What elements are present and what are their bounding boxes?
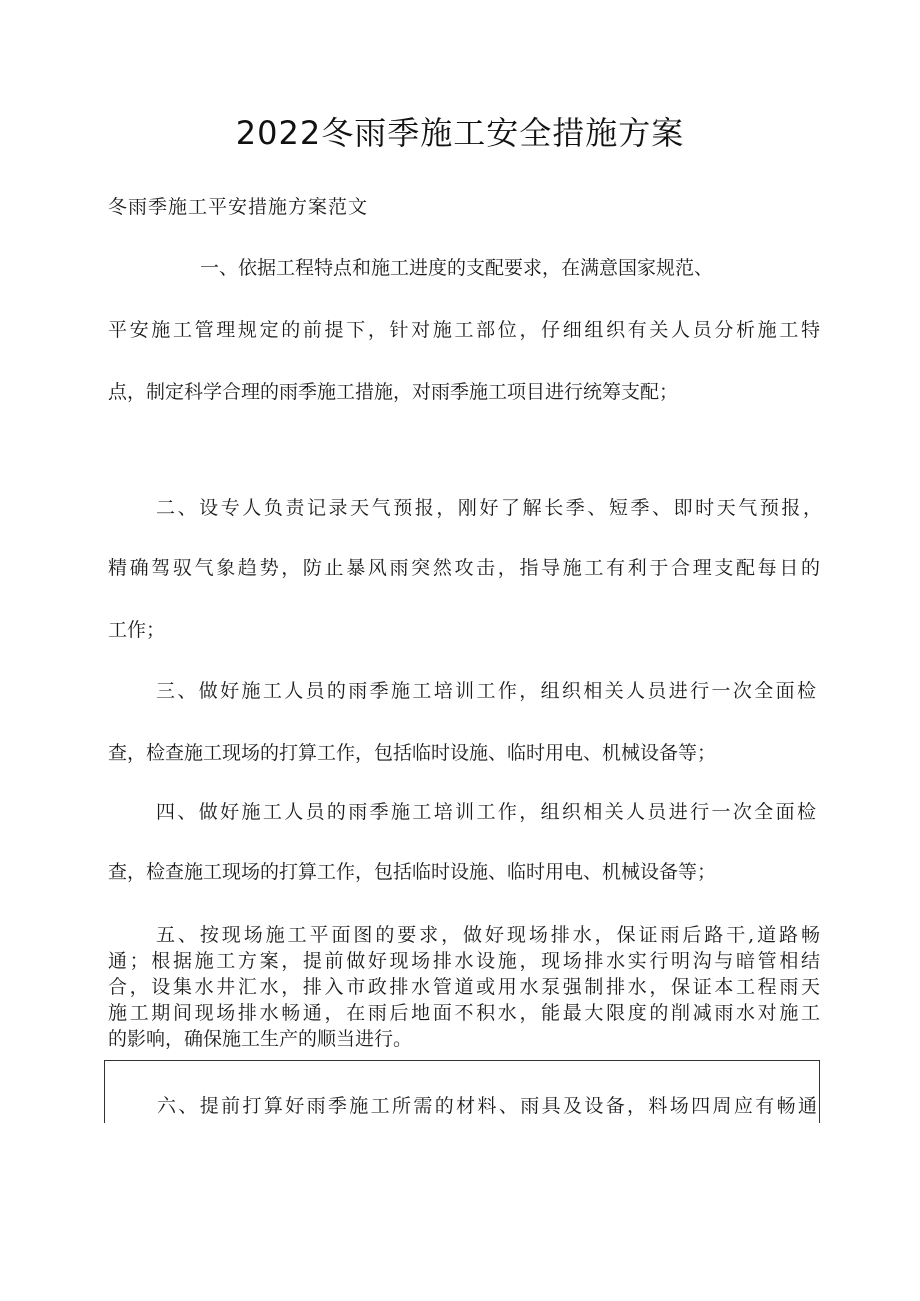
paragraph-1-line-2: 平安施工管理规定的前提下，针对施工部位，仔细组织有关人员分析施工特 <box>108 319 820 341</box>
paragraph-1-line-1: 一、依据工程特点和施工进度的支配要求，在满意国家规范、 <box>200 257 714 279</box>
boxed-paragraph-6 <box>104 1060 820 1123</box>
paragraph-2-line-2: 精确驾驭气象趋势，防止暴风雨突然攻击，指导施工有利于合理支配每日的 <box>108 557 820 579</box>
paragraph-5-line-4: 施工期间现场排水畅通，在雨后地面不积水，能最大限度的削减雨水对施工 <box>108 1002 820 1024</box>
paragraph-3-line-2: 查，检查施工现场的打算工作，包括临时设施、临时用电、机械设备等； <box>108 742 717 764</box>
paragraph-1-line-3: 点，制定科学合理的雨季施工措施，对雨季施工项目进行统筹支配； <box>108 381 679 403</box>
paragraph-5-line-5: 的影响，确保施工生产的顺当进行。 <box>108 1028 413 1050</box>
paragraph-4-line-2: 查，检查施工现场的打算工作，包括临时设施、临时用电、机械设备等； <box>108 861 717 883</box>
paragraph-3-line-1: 三、做好施工人员的雨季施工培训工作，组织相关人员进行一次全面检 <box>156 680 816 702</box>
document-title: 2022冬雨季施工安全措施方案 <box>235 114 685 152</box>
paragraph-5-line-2: 通；根据施工方案，提前做好现场排水设施，现场排水实行明沟与暗管相结 <box>108 950 820 972</box>
paragraph-4-line-1: 四、做好施工人员的雨季施工培训工作，组织相关人员进行一次全面检 <box>156 801 816 823</box>
document-subtitle: 冬雨季施工平安措施方案范文 <box>108 196 369 218</box>
paragraph-2-line-1: 二、设专人负责记录天气预报，刚好了解长季、短季、即时天气预报， <box>156 497 822 519</box>
paragraph-5-line-1: 五、按现场施工平面图的要求，做好现场排水，保证雨后路干,道路畅 <box>156 924 820 946</box>
paragraph-2-line-3: 工作； <box>108 619 166 641</box>
paragraph-5 <box>108 922 820 1052</box>
paragraph-5-line-3: 合，设集水井汇水，排入市政排水管道或用水泵强制排水，保证本工程雨天 <box>108 976 820 998</box>
paragraph-6-line-1: 六、提前打算好雨季施工所需的材料、雨具及设备，料场四周应有畅通 <box>157 1095 817 1117</box>
